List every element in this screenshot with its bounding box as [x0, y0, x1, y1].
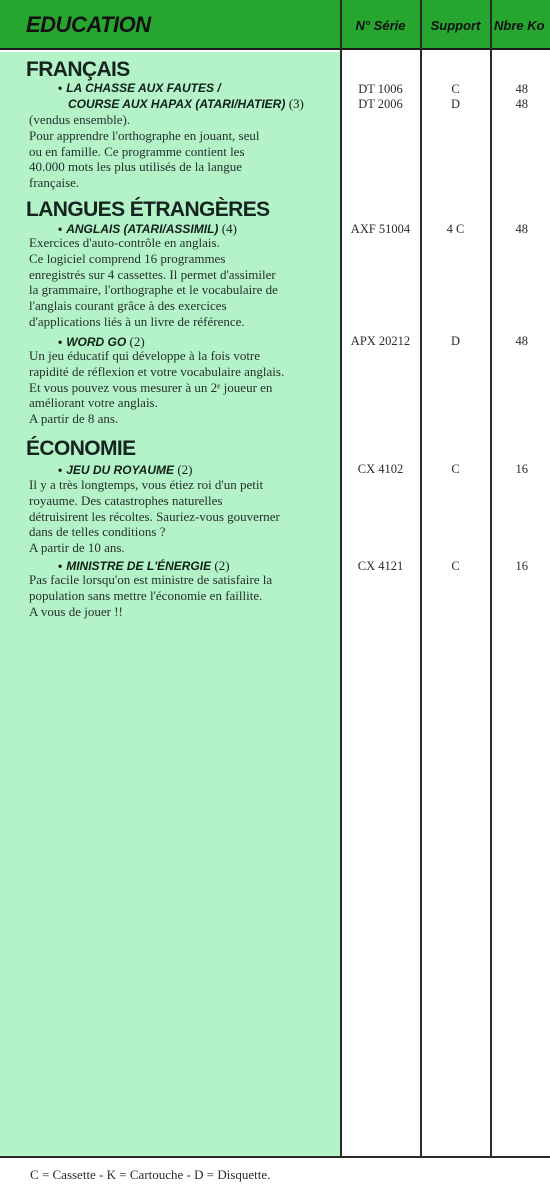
- support-value: C: [451, 462, 460, 476]
- entry-title: COURSE AUX HAPAX (ATARI/HATIER) (3): [68, 96, 304, 111]
- entry-title: • MINISTRE DE L'ÉNERGIE (2): [58, 558, 230, 573]
- section-title-francais: FRANÇAIS: [26, 58, 130, 81]
- entry-description: Il y a très longtemps, vous étiez roi d'un petit royaume. Des catastrophes naturelles détruisirent les récoltes. Sauriez-vous gouverner dans de telles conditions ? A partir de 10 ans.: [29, 477, 280, 556]
- entry-title: • JEU DU ROYAUME (2): [58, 462, 193, 477]
- nbre-value: 16: [515, 559, 528, 573]
- entry-title: • WORD GO (2): [58, 334, 145, 349]
- table-bottom-rule: [0, 1156, 550, 1158]
- column-divider: [420, 0, 422, 1156]
- serie-value: AXF 51004: [350, 222, 411, 236]
- entry-title: • ANGLAIS (ATARI/ASSIMIL) (4): [58, 221, 237, 236]
- nbre-value: 48 48: [515, 82, 528, 111]
- serie-value: CX 4121: [357, 559, 404, 573]
- support-value: D: [450, 334, 461, 348]
- entry-description: Exercices d'auto-contrôle en anglais. Ce logiciel comprend 16 programmes enregistrés sur 4 cassettes. Il permet d'assimiler la grammaire, l'orthographe et le vocabulaire de l'anglais courant grâce à des exercices d'applications liés à un livre de référence.: [29, 235, 278, 329]
- serie-value: APX 20212: [350, 334, 411, 348]
- serie-value: DT 1006 DT 2006: [358, 82, 403, 111]
- nbre-value: 16: [515, 462, 528, 476]
- nbre-value: 48: [515, 222, 528, 236]
- entry-description: Pas facile lorsqu'on est ministre de satisfaire la population sans mettre l'économie en faillite. A vous de jouer !!: [29, 572, 273, 619]
- entry-description: (vendus ensemble). Pour apprendre l'orthographe en jouant, seul ou en famille. Ce programme contient les 40.000 mots les plus utilisés de la langue française.: [29, 112, 260, 191]
- section-title-langues: LANGUES ÉTRANGÈRES: [26, 198, 270, 221]
- serie-value: CX 4102: [357, 462, 404, 476]
- column-header-nbre: Nbre Ko: [494, 17, 545, 33]
- support-value: C: [451, 559, 460, 573]
- support-value: 4 C: [446, 222, 465, 236]
- nbre-value: 48: [515, 334, 528, 348]
- entry-description: Un jeu éducatif qui développe à la fois votre rapidité de réflexion et votre vocabulaire anglais. Et vous pouvez vous mesurer à un 2ᵉ joueur en améliorant votre anglais. A partir de 8 ans.: [29, 348, 285, 427]
- support-value: C D: [450, 82, 461, 111]
- entry-title: • LA CHASSE AUX FAUTES /: [58, 81, 221, 95]
- footer-legend: C = Cassette - K = Cartouche - D = Disquette.: [30, 1167, 271, 1182]
- section-title-economie: ÉCONOMIE: [26, 437, 136, 460]
- column-header-support: Support: [430, 17, 481, 33]
- table-header: [0, 0, 550, 50]
- column-header-serie: N° Série: [355, 17, 406, 33]
- page-title: EDUCATION: [26, 12, 151, 37]
- column-divider: [340, 0, 342, 1156]
- column-divider: [490, 0, 492, 1156]
